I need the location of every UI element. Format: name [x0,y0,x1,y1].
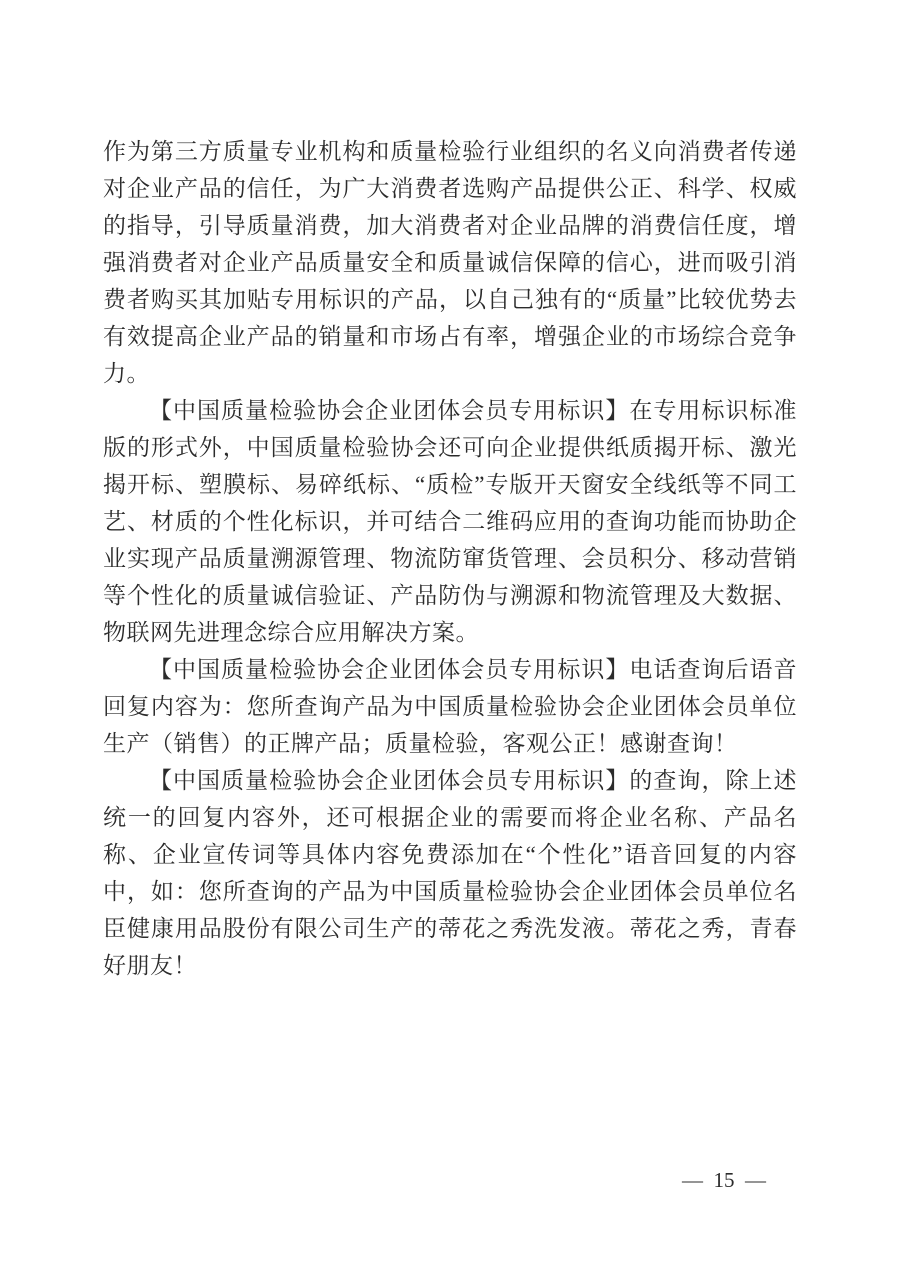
paragraph-1: 作为第三方质量专业机构和质量检验行业组织的名义向消费者传递对企业产品的信任，为广大消费者选购产品提供公正、科学、权威的指导，引导质量消费，加大消费者对企业品牌的消费信任度，增强消费者对企业产品质量安全和质量诚信保障的信心，进而吸引消费者购买其加贴专用标识的产品，以自己独有的“质量”比较优势去有效提高企业产品的销量和市场占有率，增强企业的市场综合竞争力。 [103,139,797,386]
body-text [103,133,797,984]
page-number: — 15 — [682,1168,766,1192]
paragraph-3: 【中国质量检验协会企业团体会员专用标识】电话查询后语音回复内容为：您所查询产品为中国质量检验协会企业团体会员单位生产（销售）的正牌产品；质量检验，客观公正！感谢查询！ [103,657,797,756]
paragraph-2: 【中国质量检验协会企业团体会员专用标识】在专用标识标准版的形式外，中国质量检验协会还可向企业提供纸质揭开标、激光揭开标、塑膜标、易碎纸标、“质检”专版开天窗安全线纸等不同工艺、材质的个性化标识，并可结合二维码应用的查询功能而协助企业实现产品质量溯源管理、物流防窜货管理、会员积分、移动营销等个性化的质量诚信验证、产品防伪与溯源和物流管理及大数据、物联网先进理念综合应用解决方案。 [103,398,797,645]
paragraph-4: 【中国质量检验协会企业团体会员专用标识】的查询，除上述统一的回复内容外，还可根据企业的需要而将企业名称、产品名称、企业宣传词等具体内容免费添加在“个性化”语音回复的内容中，如：您所查询的产品为中国质量检验协会企业团体会员单位名臣健康用品股份有限公司生产的蒂花之秀洗发液。蒂花之秀，青春好朋友！ [103,768,797,978]
